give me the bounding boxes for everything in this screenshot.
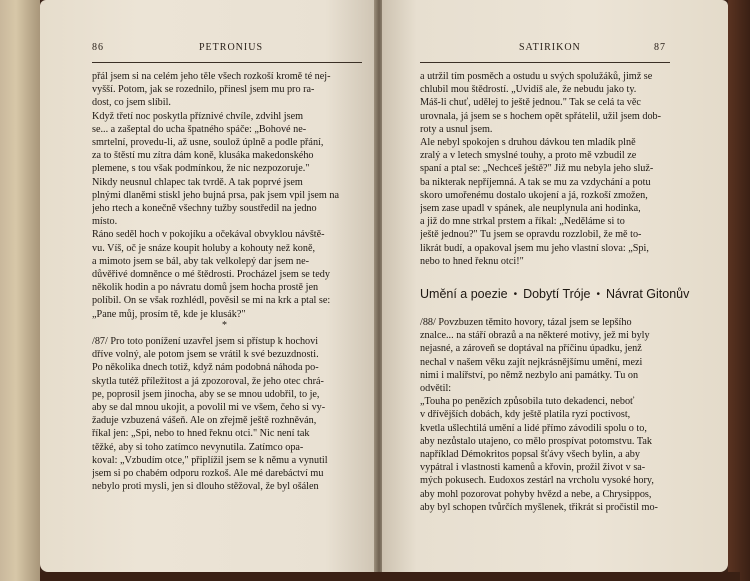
text-line: místo. (92, 216, 118, 228)
text-line: /88/ Povzbuzen těmito hovory, tázal jsem se lepšího (420, 317, 632, 328)
text-line: políbil. On se však rozhlédl, pověsil se mi na krk a ptal se: (92, 295, 331, 307)
text-line: jsem zase upadl v spánek, ale neuplynula ani hodinka, (420, 203, 641, 215)
right-text-block-1 (420, 70, 672, 268)
heading-part-giton: Návrat Gitonův (605, 287, 690, 301)
text-line: plnými dlaněmi stiskl jeho bujná prsa, pak jsem vpil jsem na (92, 189, 340, 201)
text-line: nejasné, a zároveň se doptával na příčinu úpadku, jenž (420, 343, 642, 355)
text-line: chlubil mou štědrostí. „Uvidíš ale, že nebudu jako ty. (420, 84, 637, 96)
left-page-number: 86 (92, 42, 104, 53)
text-line: těžké, aby si toho zatímco nevynutila. Zatímco opa- (92, 441, 304, 453)
text-line: „Touha po penězích způsobila tuto dekadenci, neboť (420, 396, 635, 408)
text-line: aby mohl pozorovat pohyby hvězd a nebe, a Chrysippos, (420, 488, 652, 500)
text-line: Máš-li chuť, udělej to ještě jednou." Tak se celá ta věc (420, 97, 641, 109)
text-line: skoro umořenému dostalo ukojení a já, rozkoší zmožen, (420, 189, 648, 201)
text-line: a mimoto jsem se bál, aby tak velkolepý dar jsem ne- (92, 255, 309, 267)
right-page-number: 87 (654, 42, 666, 53)
heading-bullet: • (513, 289, 518, 300)
text-line: a utržil tím posměch a ostudu u svých spolužáků, jimž se (420, 71, 653, 82)
text-line: vu. Víš, oč je snáze koupit holuby a kohouty než koně, (92, 242, 316, 254)
left-text-block-1 (92, 70, 364, 321)
text-line: nebylo proti mysli, jen si dlouho stěžoval, že byl ošálen (92, 481, 319, 493)
text-line: urovnala, já jsem se s hochem opět spřátelil, užil jsem dob- (420, 110, 662, 122)
text-line: spaní a ptal se: „Nechceš ještě?" Již mu nebyla jeho služ- (420, 163, 654, 175)
text-line: kvetla ušlechtilá umění a lidé přímo závodili spolu o to, (420, 422, 647, 434)
text-line: například Démokritos popsal šťávy všech bylin, a aby (420, 449, 640, 461)
text-line: se... a zašeptal do ucha špatného spáče: „Bohové ne- (92, 123, 307, 135)
right-header-rule (420, 62, 670, 63)
text-line: mých pokusech. Eudoxos zestárl na vrcholu vysoké hory, (420, 475, 654, 487)
text-line: nimi i malířství, po němž nezbylo ani památky. Tu on (420, 369, 639, 381)
text-line: dost, co jsem slíbil. (92, 97, 171, 109)
section-separator: * (222, 320, 227, 331)
text-line: jsem si po chabém odporu rozkoš. Ale mé darebáctví mu (92, 468, 324, 480)
text-line: ba nikterak nepříjemná. A tak se mu za vzdychání a potu (420, 176, 651, 188)
text-line: v dřívějších dobách, kdy ještě platila ryzí poctivost, (420, 409, 631, 421)
text-line: za to štěstí mu zítra dám koně, klusáka makedonského (92, 150, 314, 162)
text-line: roty a usnul jsem. (420, 123, 493, 135)
text-line: Ráno seděl hoch v pokojíku a očekával obvyklou návště- (92, 229, 325, 241)
text-line: likrát budí, a opakoval jsem mu jeho vlastní slova: „Spi, (420, 242, 649, 254)
heading-part-troy: Dobytí Tróje (523, 287, 591, 301)
text-line: „Pane můj, prosím tě, kde je klusák?" (92, 308, 246, 320)
text-line: znalce... na stáří obrazů a na některé motivy, jež mi byly (420, 330, 650, 342)
page-edges (0, 0, 40, 581)
left-header-rule (92, 62, 362, 63)
text-line: aby se dal mnou ukojit, a povolil mi ve všem, čeho si vy- (92, 402, 326, 414)
text-line: nechal v našem věku zajít nejkrásnějšímu umění, mezi (420, 356, 643, 368)
text-line: Nikdy neusnul chlapec tak tvrdě. A tak poprvé jsem (92, 176, 303, 188)
left-text-block-2 (92, 335, 364, 493)
text-line: Ale nebyl spokojen s druhou dávkou ten mladík plně (420, 137, 636, 149)
text-line: smrtelní, provedu-li, až usne, soulož úplně a podle přání, (92, 137, 324, 149)
right-running-head: SATIRIKON (519, 42, 581, 53)
text-line: a již do mne strkal prstem a říkal: „Neděláme si to (420, 216, 625, 228)
heading-bullet: • (596, 289, 600, 300)
text-line: dříve volný, ale potom jsem se vrátil k své bezuzdnosti. (92, 349, 319, 361)
text-line: důvěřivé domněnce o mé štědrosti. Procházel jsem se tedy (92, 269, 330, 281)
left-running-head: PETRONIUS (199, 42, 264, 53)
text-line: odvětil: (420, 383, 452, 395)
text-line: několik hodin a po návratu domů jsem hocha prostě jen (92, 282, 319, 294)
text-line: zralý a v letech smyslné touhy, a proto mě vzbudil ze (420, 150, 637, 162)
text-line: Po několika dnech totiž, když nám podobná náhoda po- (92, 362, 319, 374)
heading-part-art: Umění a poezie (420, 287, 508, 301)
text-line: skytla tutéž příležitost a já zpozoroval, že jeho otec chrá- (92, 375, 324, 387)
text-line: přál jsem si na celém jeho těle všech rozkoší kromě té nej- (92, 71, 331, 82)
text-line: aby byl schopen tvůrčích myšlenek, třikrát si pročistil mo- (420, 501, 658, 513)
text-line: jeho rtech a konečně všechny tužby soustředil na jedno (92, 203, 317, 215)
text-line: nebo to hned řeknu otci!" (420, 255, 524, 267)
text-line: říkal jen: „Spi, nebo to hned řeknu otci." Nic není tak (92, 428, 310, 440)
text-line: ještě jednou?" Tu jsem se opravdu rozzlobil, že mě to- (420, 229, 642, 241)
text-line: aby nezůstalo utajeno, co mělo prospívat potomstvu. Tak (420, 435, 652, 447)
book-cover-edge (728, 0, 750, 581)
text-line: plemene, s tou však podmínkou, že nic nezpozoruje." (92, 163, 310, 175)
text-line: žaduje vzbuzená vášeň. Ale on zřejmě ještě rozhněván, (92, 415, 317, 427)
text-line: vypátral i vlastnosti kamenů a křovin, prožil život v sa- (420, 462, 646, 474)
book-cover-bottom (40, 572, 740, 581)
right-text-block-2 (420, 316, 672, 514)
text-line: pe, poprosil jsem jinocha, aby se se mnou udobřil, to je, (92, 388, 320, 400)
chapter-heading (420, 287, 689, 301)
text-line: koval: „Vzbudím otce," připlížil jsem se k němu a vynutil (92, 454, 328, 466)
text-line: Když třetí noc poskytla příznivé chvíle, zdvihl jsem (92, 110, 304, 122)
text-line: vyšší. Potom, jak se rozednilo, přinesl jsem mu pro ra- (92, 84, 315, 96)
text-line: /87/ Pro toto ponížení uzavřel jsem si přístup k hochovi (92, 336, 319, 347)
